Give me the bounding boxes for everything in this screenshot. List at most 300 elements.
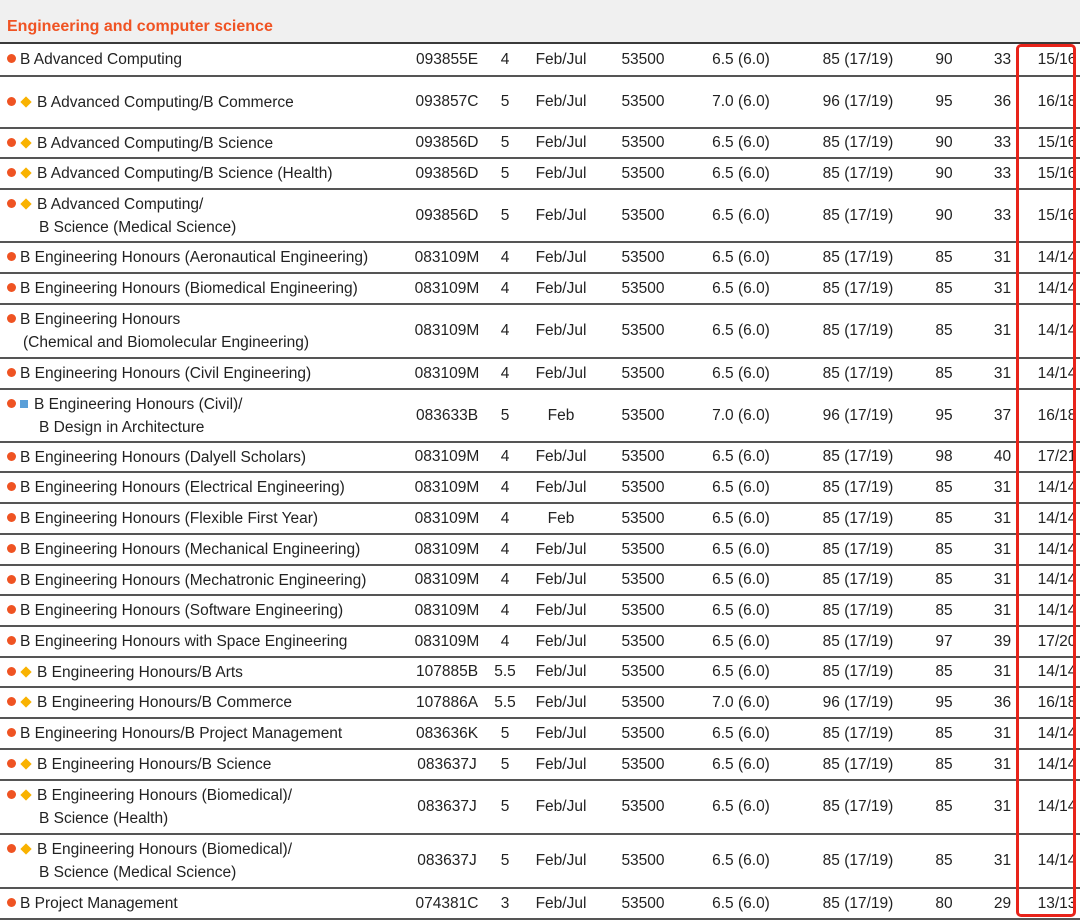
diamond-marker-icon: [20, 137, 31, 148]
course-name-cell: [0, 888, 403, 919]
cae-score: 31: [993, 798, 1012, 815]
requirement-score: 16/18: [1037, 406, 1077, 424]
toefl-score: 85 (17/19): [822, 601, 894, 619]
course-name: [7, 599, 403, 622]
course-name-text: B Engineering Honours (Biomedical)/: [37, 787, 293, 804]
course-name-text: B Engineering Honours/B Commerce: [37, 694, 293, 711]
cae-score: 31: [993, 571, 1012, 588]
ielts-score: 6.5 (6.0): [712, 364, 770, 382]
duration-years: 4: [500, 478, 510, 496]
duration-years: 5: [500, 755, 510, 773]
cae-score: 33: [993, 164, 1012, 182]
table-row: [0, 304, 1080, 358]
ielts-score: 6.5 (6.0): [712, 248, 770, 266]
course-table: [0, 44, 1080, 920]
course-name: [7, 308, 403, 331]
ielts-score: 7.0 (6.0): [712, 93, 770, 110]
tuition-fee: 53500: [621, 632, 665, 650]
toefl-score: 85 (17/19): [822, 755, 894, 773]
duration-years: 4: [500, 601, 510, 619]
course-name-text: B Advanced Computing/B Commerce: [37, 93, 294, 111]
course-code: 083109M: [414, 571, 480, 588]
duration-years: 4: [500, 571, 510, 588]
ielts-score: 6.5 (6.0): [712, 632, 770, 650]
pte-score: 85: [935, 724, 953, 742]
toefl-score: 85 (17/19): [822, 364, 894, 382]
course-code: 107885B: [415, 663, 479, 680]
course-name-cell: [0, 472, 403, 503]
toefl-score: 85 (17/19): [822, 894, 894, 912]
tuition-fee: 53500: [621, 724, 665, 742]
duration-years: 4: [500, 540, 510, 558]
course-code: 083633B: [415, 406, 479, 424]
cae-score: 31: [993, 724, 1012, 742]
ielts-score: 6.5 (6.0): [712, 663, 770, 680]
pte-score: 85: [935, 509, 953, 527]
course-name: [7, 162, 403, 185]
requirement-score: 17/20: [1037, 632, 1077, 650]
requirement-score: 14/14: [1037, 724, 1077, 742]
course-name-text: B Engineering Honours/B Science: [37, 756, 272, 773]
course-name-cell: [0, 626, 403, 657]
intake: Feb/Jul: [535, 540, 587, 558]
course-name-cell: [0, 44, 403, 76]
duration-years: 5: [500, 852, 510, 869]
dot-marker-icon: [7, 759, 16, 768]
course-name-text: B Advanced Computing/B Science (Health): [37, 165, 333, 182]
pte-score: 90: [935, 164, 953, 182]
pte-score: 97: [935, 632, 953, 650]
table-row: [0, 595, 1080, 626]
course-name: [7, 476, 403, 499]
cae-score: 31: [993, 279, 1012, 297]
ielts-score: 6.5 (6.0): [712, 755, 770, 773]
duration-years: 4: [500, 322, 510, 339]
pte-score: 85: [935, 478, 953, 496]
course-code: 093856D: [415, 164, 479, 182]
intake: Feb/Jul: [535, 248, 587, 266]
dot-marker-icon: [7, 728, 16, 737]
course-code: 083109M: [414, 448, 480, 465]
table-row: [0, 472, 1080, 503]
requirement-score: 14/14: [1037, 364, 1077, 382]
course-name-cell: [0, 780, 403, 834]
intake: Feb/Jul: [535, 322, 587, 339]
ielts-score: 6.5 (6.0): [712, 206, 770, 224]
intake: Feb/Jul: [535, 755, 587, 773]
ielts-score: 6.5 (6.0): [712, 601, 770, 619]
ielts-score: 6.5 (6.0): [712, 50, 770, 68]
course-code: 083109M: [414, 509, 480, 527]
table-row: [0, 44, 1080, 76]
course-name-cell: [0, 718, 403, 749]
requirement-score: 16/18: [1037, 693, 1077, 711]
requirement-score: 14/14: [1037, 663, 1077, 680]
duration-years: 5: [500, 724, 510, 742]
course-name-text: B Engineering Honours (Mechatronic Engineering): [20, 571, 367, 589]
course-code: 093856D: [415, 134, 479, 151]
cae-score: 36: [993, 93, 1012, 110]
course-code: 083109M: [414, 632, 480, 650]
duration-years: 4: [500, 279, 510, 297]
cae-score: 33: [993, 206, 1012, 224]
course-code: 083109M: [414, 322, 480, 339]
requirement-score: 15/16: [1037, 164, 1077, 182]
tuition-fee: 53500: [621, 134, 665, 151]
requirement-score: 14/14: [1037, 755, 1077, 773]
dot-marker-icon: [7, 314, 16, 323]
course-name-cell: [0, 442, 403, 472]
ielts-score: 7.0 (6.0): [712, 406, 770, 424]
table-row: [0, 158, 1080, 189]
toefl-score: 85 (17/19): [822, 798, 894, 815]
tuition-fee: 53500: [621, 448, 665, 465]
ielts-score: 6.5 (6.0): [712, 852, 770, 869]
course-name-cell: [0, 595, 403, 626]
requirement-score: 14/14: [1037, 601, 1077, 619]
course-name: [7, 393, 403, 416]
cae-score: 31: [993, 540, 1012, 558]
pte-score: 95: [935, 693, 953, 711]
duration-years: 5: [500, 406, 510, 424]
tuition-fee: 53500: [621, 894, 665, 912]
course-name-text: B Engineering Honours (Flexible First Year): [20, 510, 319, 527]
requirement-score: 14/14: [1037, 852, 1077, 869]
dot-marker-icon: [7, 97, 16, 106]
course-name: [7, 362, 403, 385]
intake: Feb/Jul: [535, 164, 587, 182]
course-name-cell: [0, 76, 403, 128]
ielts-score: 6.5 (6.0): [712, 134, 770, 151]
table-row: [0, 503, 1080, 534]
table-row: [0, 565, 1080, 595]
ielts-score: 6.5 (6.0): [712, 279, 770, 297]
course-name-cell: [0, 242, 403, 273]
ielts-score: 6.5 (6.0): [712, 798, 770, 815]
course-name: [7, 246, 403, 269]
intake: Feb: [547, 406, 575, 424]
requirement-score: 15/16: [1037, 50, 1077, 68]
cae-score: 31: [993, 755, 1012, 773]
duration-years: 4: [500, 509, 510, 527]
tuition-fee: 53500: [621, 571, 665, 588]
table-row: [0, 442, 1080, 472]
pte-score: 85: [935, 248, 953, 266]
course-name: [7, 277, 403, 300]
dot-marker-icon: [7, 452, 16, 461]
course-code: 083637J: [417, 852, 477, 869]
cae-score: 31: [993, 852, 1012, 869]
pte-score: 85: [935, 755, 953, 773]
tuition-fee: 53500: [621, 364, 665, 382]
table-row: [0, 657, 1080, 687]
course-name-cell: [0, 687, 403, 718]
duration-years: 5.5: [494, 693, 516, 711]
course-name-text: B Engineering Honours/B Project Management: [20, 725, 343, 742]
pte-score: 90: [935, 134, 953, 151]
cae-score: 31: [993, 322, 1012, 339]
toefl-score: 85 (17/19): [822, 852, 894, 869]
course-name: [7, 661, 403, 684]
pte-score: 85: [935, 601, 953, 619]
requirement-score: 14/14: [1037, 248, 1077, 266]
ielts-score: 6.5 (6.0): [712, 448, 770, 465]
course-code: 083637J: [417, 798, 477, 815]
pte-score: 85: [935, 663, 953, 680]
requirement-score: 16/18: [1037, 93, 1077, 110]
tuition-fee: 53500: [621, 540, 665, 558]
requirement-score: 14/14: [1037, 509, 1077, 527]
course-name: [7, 892, 403, 915]
table-row: [0, 189, 1080, 242]
requirement-score: 15/16: [1037, 134, 1077, 151]
course-name-line2: B Design in Architecture: [39, 418, 205, 436]
cae-score: 33: [993, 50, 1012, 68]
pte-score: 85: [935, 322, 953, 339]
dot-marker-icon: [7, 482, 16, 491]
course-name-cell: [0, 304, 403, 358]
tuition-fee: 53500: [621, 798, 665, 815]
table-row: [0, 534, 1080, 565]
pte-score: 85: [935, 798, 953, 815]
tuition-fee: 53500: [621, 248, 665, 266]
cae-score: 39: [993, 632, 1012, 650]
course-name-text: B Advanced Computing: [20, 51, 182, 68]
intake: Feb/Jul: [535, 724, 587, 742]
diamond-marker-icon: [20, 843, 31, 854]
table-row: [0, 273, 1080, 304]
course-name-text: B Engineering Honours (Electrical Engineering): [20, 479, 345, 496]
diamond-marker-icon: [20, 198, 31, 209]
course-name-line2: B Science (Health): [39, 810, 169, 827]
course-code: 107886A: [415, 693, 479, 711]
dot-marker-icon: [7, 697, 16, 706]
course-name-text: B Engineering Honours (Civil)/: [34, 395, 243, 413]
cae-score: 31: [993, 509, 1012, 527]
course-name-text: B Engineering Honours (Biomedical Engineering): [20, 280, 358, 297]
table-row: [0, 358, 1080, 389]
cae-score: 31: [993, 601, 1012, 619]
course-name-text: B Engineering Honours (Software Engineering): [20, 602, 344, 619]
course-code: 083109M: [414, 601, 480, 619]
course-code: 083109M: [414, 478, 480, 496]
course-code: 083636K: [415, 724, 479, 742]
tuition-fee: 53500: [621, 164, 665, 182]
dot-marker-icon: [7, 168, 16, 177]
diamond-marker-icon: [20, 167, 31, 178]
dot-marker-icon: [7, 575, 16, 584]
course-name-text: B Advanced Computing/: [37, 195, 204, 213]
dot-marker-icon: [7, 513, 16, 522]
toefl-score: 85 (17/19): [822, 279, 894, 297]
tuition-fee: 53500: [621, 279, 665, 297]
course-code: 083109M: [414, 248, 480, 266]
dot-marker-icon: [7, 138, 16, 147]
toefl-score: 85 (17/19): [822, 248, 894, 266]
ielts-score: 6.5 (6.0): [712, 571, 770, 588]
ielts-score: 6.5 (6.0): [712, 509, 770, 527]
requirement-score: 17/21: [1037, 448, 1077, 465]
pte-score: 95: [935, 93, 953, 110]
intake: Feb/Jul: [535, 134, 587, 151]
tuition-fee: 53500: [621, 50, 665, 68]
course-code: 093856D: [415, 206, 479, 224]
tuition-fee: 53500: [621, 693, 665, 711]
tuition-fee: 53500: [621, 93, 665, 110]
course-name-text: B Engineering Honours/B Arts: [37, 663, 243, 681]
intake: Feb/Jul: [535, 364, 587, 382]
pte-score: 85: [935, 279, 953, 297]
intake: Feb/Jul: [535, 894, 587, 912]
tuition-fee: 53500: [621, 478, 665, 496]
requirement-score: 14/14: [1037, 571, 1077, 588]
diamond-marker-icon: [20, 666, 31, 677]
duration-years: 4: [500, 248, 510, 266]
tuition-fee: 53500: [621, 509, 665, 527]
dot-marker-icon: [7, 605, 16, 614]
course-name-cell: [0, 389, 403, 442]
table-row: [0, 718, 1080, 749]
pte-score: 90: [935, 50, 953, 68]
course-name: [7, 91, 403, 114]
dot-marker-icon: [7, 199, 16, 208]
intake: Feb/Jul: [535, 279, 587, 297]
intake: Feb/Jul: [535, 571, 587, 588]
requirement-score: 14/14: [1037, 798, 1077, 815]
ielts-score: 6.5 (6.0): [712, 164, 770, 182]
cae-score: 37: [993, 406, 1012, 424]
course-name: [7, 132, 403, 155]
table-row: [0, 389, 1080, 442]
course-name: [7, 630, 403, 653]
table-row: [0, 749, 1080, 780]
duration-years: 5: [500, 164, 510, 182]
ielts-score: 6.5 (6.0): [712, 322, 770, 339]
intake: Feb/Jul: [535, 663, 587, 680]
pte-score: 85: [935, 571, 953, 588]
ielts-score: 6.5 (6.0): [712, 894, 770, 912]
course-name: [7, 446, 403, 469]
intake: Feb/Jul: [535, 448, 587, 465]
dot-marker-icon: [7, 898, 16, 907]
toefl-score: 85 (17/19): [822, 322, 894, 339]
requirement-score: 14/14: [1037, 478, 1077, 496]
course-name-text: B Engineering Honours (Civil Engineering): [20, 365, 312, 382]
course-code: 083109M: [414, 279, 480, 297]
pte-score: 95: [935, 406, 953, 424]
course-name: [7, 691, 403, 714]
duration-years: 4: [500, 632, 510, 650]
duration-years: 4: [500, 50, 510, 68]
duration-years: 5.5: [494, 663, 516, 680]
course-name: [7, 507, 403, 530]
dot-marker-icon: [7, 399, 16, 408]
intake: Feb/Jul: [535, 478, 587, 496]
toefl-score: 85 (17/19): [822, 50, 894, 68]
dot-marker-icon: [7, 790, 16, 799]
table-row: [0, 128, 1080, 158]
toefl-score: 85 (17/19): [822, 134, 894, 151]
course-name: [7, 838, 403, 861]
tuition-fee: 53500: [621, 206, 665, 224]
course-name-cell: [0, 834, 403, 888]
ielts-score: 6.5 (6.0): [712, 478, 770, 496]
dot-marker-icon: [7, 54, 16, 63]
toefl-score: 85 (17/19): [822, 663, 894, 680]
course-name-line2: (Chemical and Biomolecular Engineering): [23, 334, 310, 351]
course-name-cell: [0, 749, 403, 780]
course-name: [7, 569, 403, 592]
dot-marker-icon: [7, 252, 16, 261]
tuition-fee: 53500: [621, 406, 665, 424]
cae-score: 33: [993, 134, 1012, 151]
toefl-score: 85 (17/19): [822, 509, 894, 527]
pte-score: 90: [935, 206, 953, 224]
course-name-line2: B Science (Medical Science): [39, 864, 237, 881]
course-name: [7, 193, 403, 216]
table-row: [0, 780, 1080, 834]
duration-years: 5: [500, 206, 510, 224]
requirement-score: 13/13: [1037, 894, 1077, 912]
course-name: [7, 538, 403, 561]
cae-score: 29: [993, 894, 1012, 912]
intake: Feb/Jul: [535, 206, 587, 224]
course-name-text: B Project Management: [20, 895, 178, 912]
diamond-marker-icon: [20, 696, 31, 707]
course-name-text: B Engineering Honours with Space Engineering: [20, 633, 348, 650]
cae-score: 31: [993, 478, 1012, 496]
course-name: [7, 48, 403, 71]
course-name: [7, 753, 403, 776]
toefl-score: 85 (17/19): [822, 632, 894, 650]
intake: Feb/Jul: [535, 93, 587, 110]
requirement-score: 14/14: [1037, 279, 1077, 297]
cae-score: 40: [993, 448, 1012, 465]
course-name-cell: [0, 273, 403, 304]
intake: Feb/Jul: [535, 632, 587, 650]
course-name-text: B Engineering Honours (Biomedical)/: [37, 841, 293, 858]
pte-score: 80: [935, 894, 953, 912]
dot-marker-icon: [7, 283, 16, 292]
section-title: Engineering and computer science: [7, 18, 273, 35]
pte-score: 85: [935, 540, 953, 558]
diamond-marker-icon: [20, 96, 31, 107]
course-name-cell: [0, 657, 403, 687]
toefl-score: 85 (17/19): [822, 164, 894, 182]
ielts-score: 7.0 (6.0): [712, 693, 770, 711]
table-row: [0, 76, 1080, 128]
requirement-score: 14/14: [1037, 322, 1077, 339]
dot-marker-icon: [7, 368, 16, 377]
intake: Feb/Jul: [535, 601, 587, 619]
duration-years: 5: [500, 134, 510, 151]
tuition-fee: 53500: [621, 601, 665, 619]
duration-years: 5: [500, 93, 510, 110]
toefl-score: 85 (17/19): [822, 571, 894, 588]
course-code: 083109M: [414, 364, 480, 382]
duration-years: 4: [500, 364, 510, 382]
duration-years: 5: [500, 798, 510, 815]
tuition-fee: 53500: [621, 322, 665, 339]
toefl-score: 85 (17/19): [822, 448, 894, 465]
intake: Feb/Jul: [535, 852, 587, 869]
course-name: [7, 784, 403, 807]
pte-score: 98: [935, 448, 953, 465]
intake: Feb/Jul: [535, 50, 587, 68]
dot-marker-icon: [7, 667, 16, 676]
duration-years: 3: [500, 894, 510, 912]
course-code: 093855E: [415, 50, 479, 68]
